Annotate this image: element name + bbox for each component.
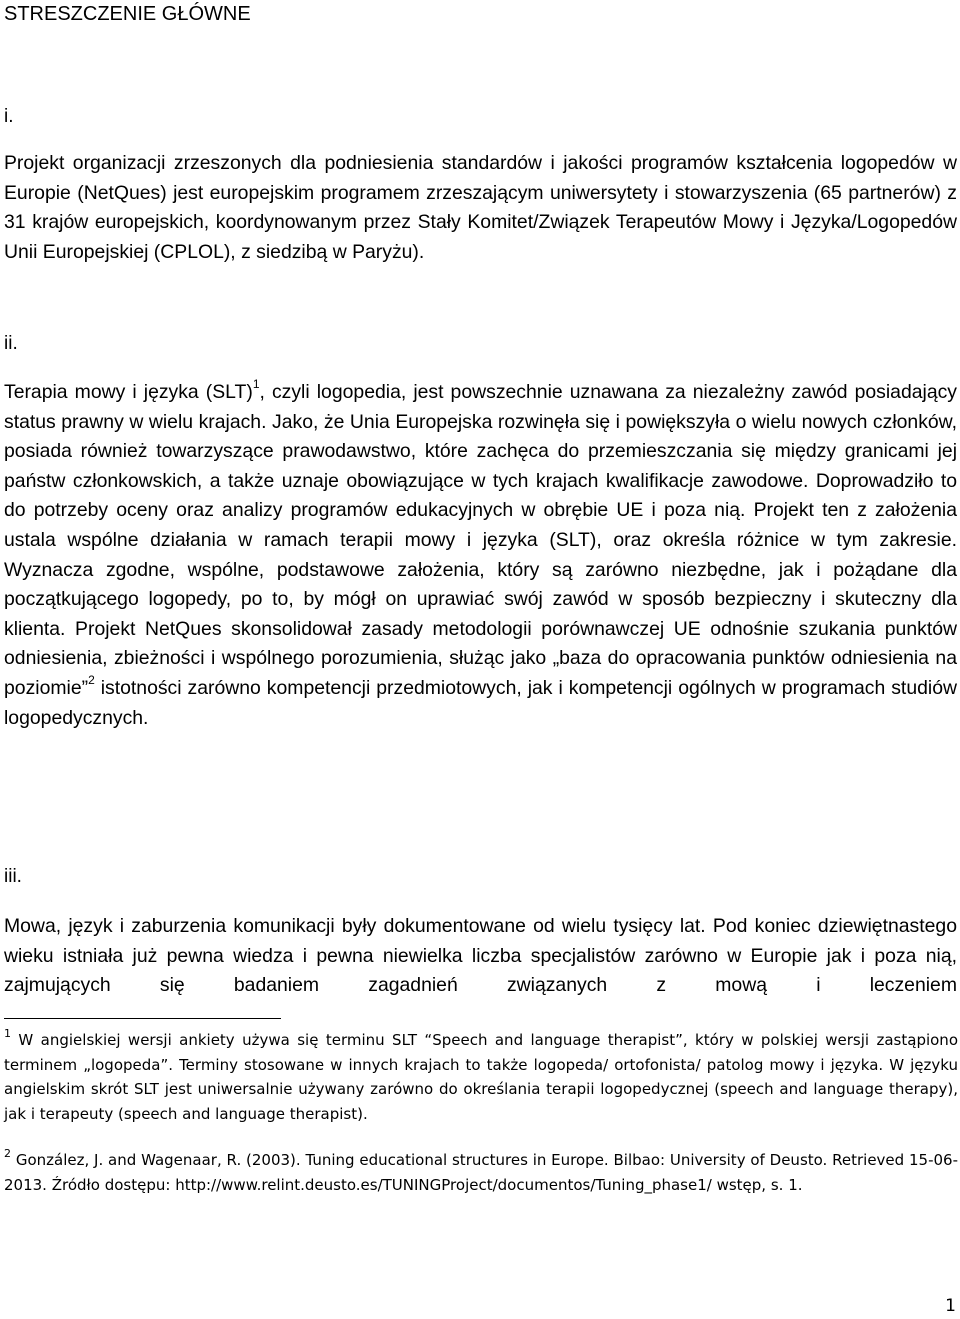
footnote-ref-1[interactable]: 1 [252, 377, 260, 392]
section-ii-text-a: Terapia mowy i języka (SLT) [4, 381, 253, 403]
footnote-1-number: 1 [4, 1026, 11, 1040]
section-ii-text-c: istotności zarówno kompetencji przedmiotowych, jak i kompetencji ogólnych w programach studiów logopedycznych. [4, 676, 957, 729]
section-iii-paragraph: Mowa, język i zaburzenia komunikacji były dokumentowane od wielu tysięcy lat. Pod koniec dziewiętnastego wieku istniała już pewna wiedza i pewna niewielka liczba specjalistów zarówno w Europie jak i poza nią, zajmujących się badaniem zagadnień związanych z mową i leczeniem [4, 915, 957, 997]
section-marker-iii: iii. [4, 866, 22, 887]
footnote-2 [4, 1148, 958, 1197]
footnote-1 [4, 1028, 958, 1126]
footnote-2-number: 2 [4, 1146, 11, 1160]
section-marker-ii: ii. [4, 333, 18, 354]
footnote-1-text: W angielskiej wersji ankiety używa się terminu SLT “Speech and language therapist”, który w polskiej wersji zastąpiono terminem „logopeda”. Terminy stosowane w innych krajach to także logopeda/ ortofonista/ patolog mowy i języka. W języku angielskim skrót SLT jest uniwersalnie używany zarówno do określania terapii logopedycznej (speech and language therapy), jak i terapeuty (speech and language therapist). [4, 1031, 958, 1123]
section-ii-text-b: , czyli logopedia, jest powszechnie uznawana za niezależny zawód posiadający status prawny w wielu krajach. Jako, że Unia Europejska rozwinęła się i powiększyła o wielu nowych członków, posiada również towarzyszące prawodawstwo, które zachęca do przemieszczania się między granicami jej państw członkowskich, a także uznaje obowiązujące w tych krajach kwalifikacje zawodowe. Doprowadziło to do potrzeby oceny oraz analizy programów edukacyjnych w obrębie UE i poza nią. Projekt ten z założenia ustala wspólne działania w ramach terapii mowy i języka (SLT), oraz określa różnice w tym zakresie. Wyznacza zgodne, wspólne, podstawowe założenia, który są zarówno niezbędne, jak i pożądane dla początkującego logopedy, po to, by mógł on uprawiać swój zawód w sposób bezpieczny i skuteczny dla klienta. Projekt NetQues skonsolidował zasady metodologii porównawczej UE odnośnie szukania punktów odniesienia, zbieżności i wspólnego porozumienia, służąc jako „baza do opracowania punktów odniesienia na poziomie” [4, 381, 957, 699]
footnote-separator [4, 1018, 281, 1019]
section-i-paragraph: Projekt organizacji zrzeszonych dla podniesienia standardów i jakości programów kształcenia logopedów w Europie (NetQues) jest europejskim programem zrzeszającym uniwersytety i stowarzyszenia (65 partnerów) z 31 krajów europejskich, koordynowanym przez Stały Komitet/Związek Terapeutów Mowy i Języka/Logopedów Unii Europejskiej (CPLOL), z siedzibą w Paryżu). [4, 152, 957, 263]
section-marker-i: i. [4, 106, 14, 127]
page-title: STRESZCZENIE GŁÓWNE [4, 3, 251, 25]
footnote-2-text: González, J. and Wagenaar, R. (2003). Tuning educational structures in Europe. Bilbao: University of Deusto. Retrieved 15-06-2013. Źródło dostępu: http://www.relint.deusto.es/TUNINGProject/documentos/Tuning_phase1/ wstęp, s. 1. [4, 1151, 958, 1194]
footnote-ref-2[interactable]: 2 [88, 673, 95, 688]
section-ii-paragraph [4, 378, 957, 733]
page-number: 1 [945, 1296, 956, 1316]
